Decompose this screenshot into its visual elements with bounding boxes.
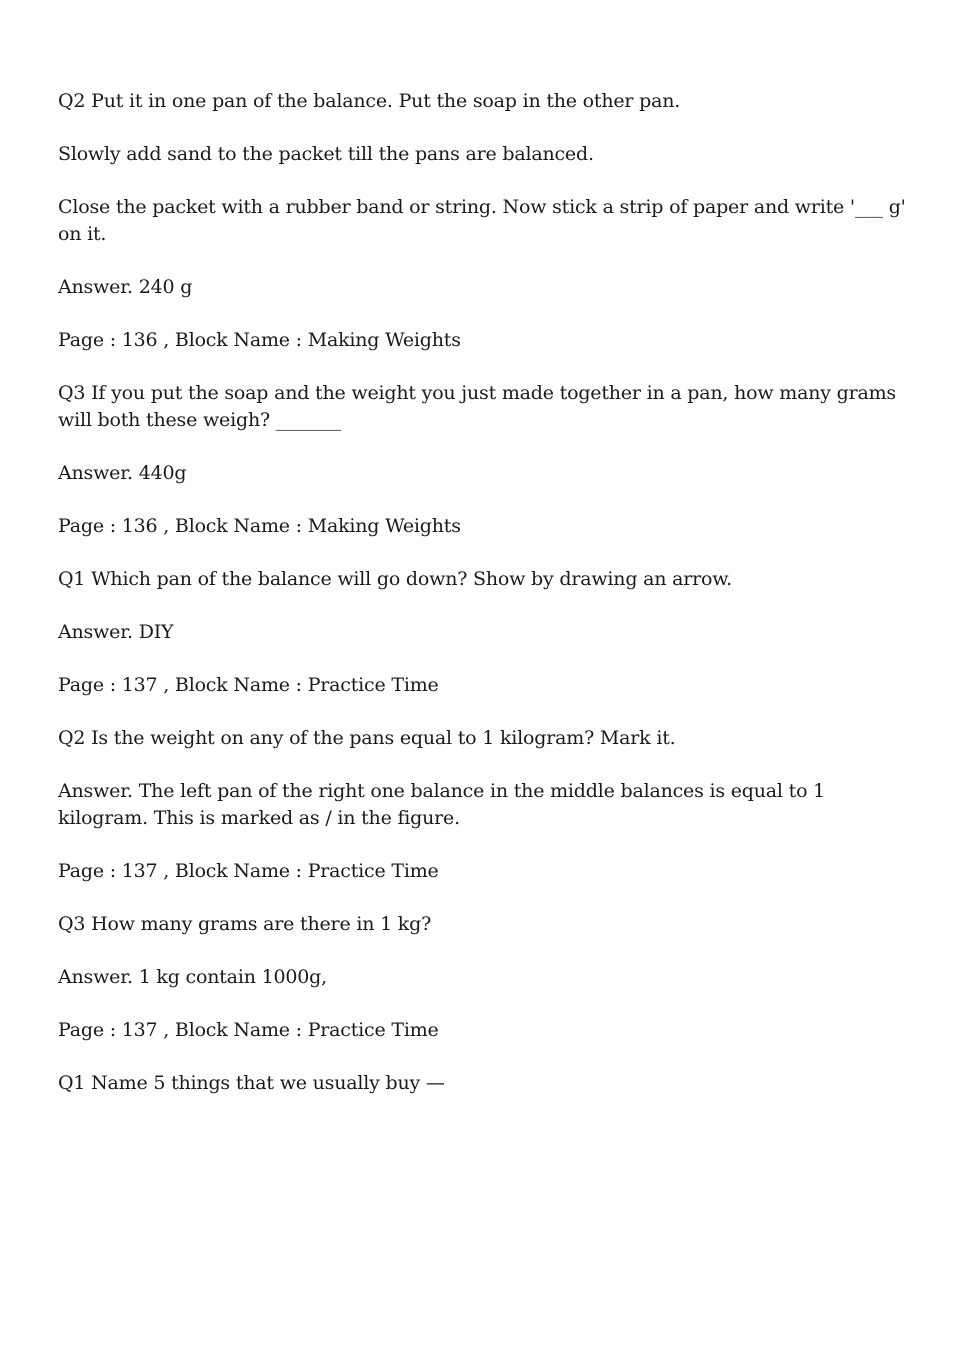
document-page xyxy=(58,88,908,1123)
page-reference: Page : 137 , Block Name : Practice Time xyxy=(58,1019,439,1041)
question-text: Q2 Is the weight on any of the pans equal to 1 kilogram? Mark it. xyxy=(58,727,676,749)
answer-text: Answer. DIY xyxy=(58,621,174,643)
page-reference: Page : 136 , Block Name : Making Weights xyxy=(58,515,461,537)
instruction-text: Slowly add sand to the packet till the pans are balanced. xyxy=(58,143,594,165)
question-text: Q2 Put it in one pan of the balance. Put the soap in the other pan. xyxy=(58,90,681,112)
answer-text: Answer. 440g xyxy=(58,462,187,484)
question-text: Q1 Name 5 things that we usually buy — xyxy=(58,1072,445,1094)
question-text: Q3 How many grams are there in 1 kg? xyxy=(58,913,432,935)
question-text: Q1 Which pan of the balance will go down? Show by drawing an arrow. xyxy=(58,568,732,590)
answer-text: Answer. 1 kg contain 1000g, xyxy=(58,966,327,988)
question-text: Q3 If you put the soap and the weight you just made together in a pan, how many grams will both these weigh? _______ xyxy=(58,382,896,431)
page-reference: Page : 136 , Block Name : Making Weights xyxy=(58,329,461,351)
page-reference: Page : 137 , Block Name : Practice Time xyxy=(58,860,439,882)
instruction-text: Close the packet with a rubber band or string. Now stick a strip of paper and write '___ g' on it. xyxy=(58,196,906,245)
page-reference: Page : 137 , Block Name : Practice Time xyxy=(58,674,439,696)
answer-text: Answer. The left pan of the right one balance in the middle balances is equal to 1 kilogram. This is marked as / in the figure. xyxy=(58,780,826,829)
answer-text: Answer. 240 g xyxy=(58,276,193,298)
